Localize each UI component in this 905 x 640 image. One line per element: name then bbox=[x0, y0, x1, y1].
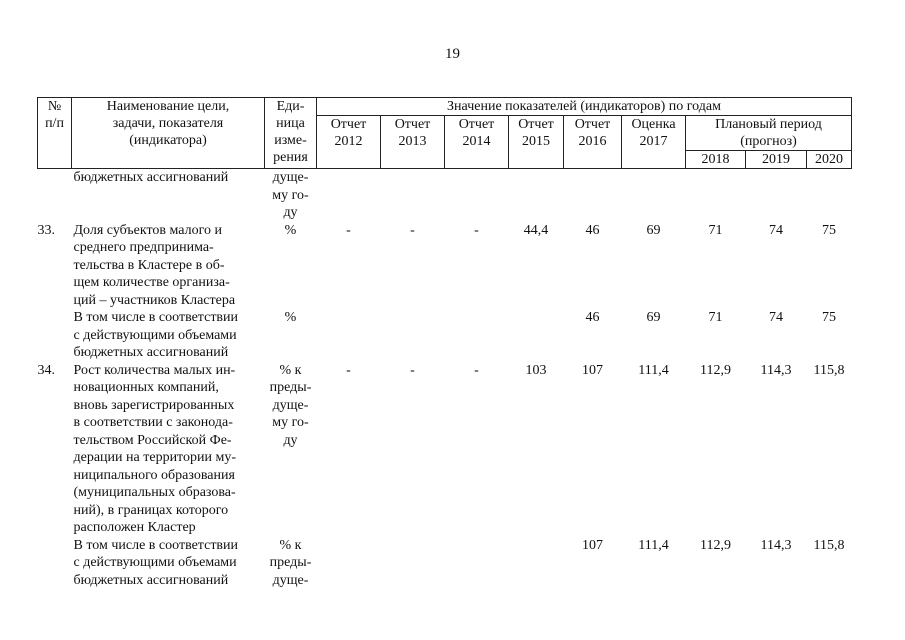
col-header-group-title: Значение показателей (индикаторов) по годам bbox=[317, 98, 852, 116]
table-body bbox=[38, 169, 852, 590]
value-cell bbox=[509, 537, 564, 590]
value-cell bbox=[509, 309, 564, 362]
indicator-name: В том числе в соответствии с действующими объемами бюджетных ассигнований bbox=[73, 537, 239, 588]
value-cell: 46 bbox=[585, 222, 600, 238]
table-header bbox=[38, 98, 852, 169]
col-header-year: Отчет 2015 bbox=[509, 116, 564, 169]
value-cell: 107 bbox=[582, 362, 603, 378]
row-number bbox=[38, 537, 72, 590]
value-cell bbox=[317, 309, 381, 362]
value-cell bbox=[445, 537, 509, 590]
value-cell: - bbox=[346, 362, 351, 378]
value-cell: 71 bbox=[708, 310, 723, 325]
unit-cell: % bbox=[284, 310, 297, 325]
value-cell bbox=[381, 309, 445, 362]
value-cell: - bbox=[410, 222, 415, 238]
value-cell: 75 bbox=[822, 310, 836, 325]
value-cell: 46 bbox=[585, 310, 600, 325]
value-cell: - bbox=[346, 222, 351, 238]
unit-cell: % bbox=[284, 222, 297, 238]
row-number bbox=[38, 169, 72, 222]
table-row bbox=[38, 537, 852, 590]
table-row bbox=[38, 309, 852, 362]
table-row bbox=[38, 169, 852, 222]
value-cell bbox=[445, 169, 509, 222]
value-cell bbox=[445, 309, 509, 362]
col-header-year: Отчет 2012 bbox=[317, 116, 381, 169]
col-header-num: № п/п bbox=[38, 98, 72, 169]
col-header-plan-year: 2020 bbox=[807, 151, 852, 169]
value-cell: 114,3 bbox=[760, 537, 792, 553]
col-header-plan-period: Плановый период (прогноз) bbox=[686, 116, 852, 151]
value-cell: 69 bbox=[646, 310, 661, 325]
value-cell: 74 bbox=[769, 310, 783, 325]
value-cell: 114,3 bbox=[760, 362, 792, 378]
value-cell bbox=[381, 537, 445, 590]
value-cell bbox=[317, 537, 381, 590]
unit-cell: % к преды- дуще- му го- ду bbox=[269, 362, 312, 448]
unit-cell: % к преды- дуще- bbox=[269, 537, 312, 588]
table-row bbox=[38, 362, 852, 537]
indicator-name: Рост количества малых ин- новационных компаний, вновь зарегистрированных в соответствии с законода- тельством Российской Фе- дерации на территории му- ниципального образования (муниципальных образова- ний), в границах которого расположен Кластер bbox=[73, 362, 236, 535]
value-cell bbox=[564, 169, 622, 222]
value-cell: 111,4 bbox=[638, 362, 669, 378]
value-cell: 69 bbox=[646, 222, 661, 238]
value-cell: - bbox=[474, 362, 479, 378]
col-header-year: Отчет 2013 bbox=[381, 116, 445, 169]
value-cell bbox=[622, 169, 686, 222]
col-header-year: Отчет 2014 bbox=[445, 116, 509, 169]
value-cell: 71 bbox=[708, 222, 723, 238]
value-cell bbox=[317, 169, 381, 222]
indicator-name: В том числе в соответствии с действующими объемами бюджетных ассигнований bbox=[73, 310, 239, 360]
indicator-name: Доля субъектов малого и среднего предпринима- тельства в Кластере в об- щем количестве организа- ций – участников Кластера bbox=[73, 222, 236, 308]
value-cell: 111,4 bbox=[638, 537, 669, 553]
value-cell: - bbox=[410, 362, 415, 378]
value-cell: 44,4 bbox=[523, 222, 549, 238]
col-header-name: Наименование цели, задачи, показателя (индикатора) bbox=[72, 98, 265, 169]
value-cell bbox=[509, 169, 564, 222]
table-row bbox=[38, 222, 852, 310]
col-header-year: Отчет 2016 bbox=[564, 116, 622, 169]
col-header-plan-year: 2018 bbox=[686, 151, 746, 169]
value-cell: 107 bbox=[582, 537, 603, 553]
value-cell bbox=[746, 169, 807, 222]
page-number: 19 bbox=[445, 46, 460, 62]
row-number: 33. bbox=[37, 222, 55, 238]
value-cell: 112,9 bbox=[700, 537, 731, 553]
value-cell bbox=[686, 169, 746, 222]
col-header-unit: Еди- ница изме- рения bbox=[265, 98, 317, 169]
indicator-table bbox=[37, 97, 852, 589]
row-number bbox=[38, 309, 72, 362]
value-cell: 115,8 bbox=[813, 362, 845, 378]
col-header-plan-year: 2019 bbox=[746, 151, 807, 169]
value-cell: 112,9 bbox=[700, 362, 731, 378]
value-cell: 75 bbox=[822, 222, 836, 238]
value-cell: 103 bbox=[525, 362, 547, 378]
value-cell bbox=[381, 169, 445, 222]
value-cell bbox=[807, 169, 852, 222]
unit-cell: дуще- му го- ду bbox=[272, 170, 309, 220]
row-number: 34. bbox=[37, 362, 55, 378]
indicator-name: бюджетных ассигнований bbox=[73, 170, 229, 185]
value-cell: 74 bbox=[769, 222, 783, 238]
col-header-year: Оценка 2017 bbox=[622, 116, 686, 169]
value-cell: 115,8 bbox=[813, 537, 845, 553]
value-cell: - bbox=[474, 222, 479, 238]
